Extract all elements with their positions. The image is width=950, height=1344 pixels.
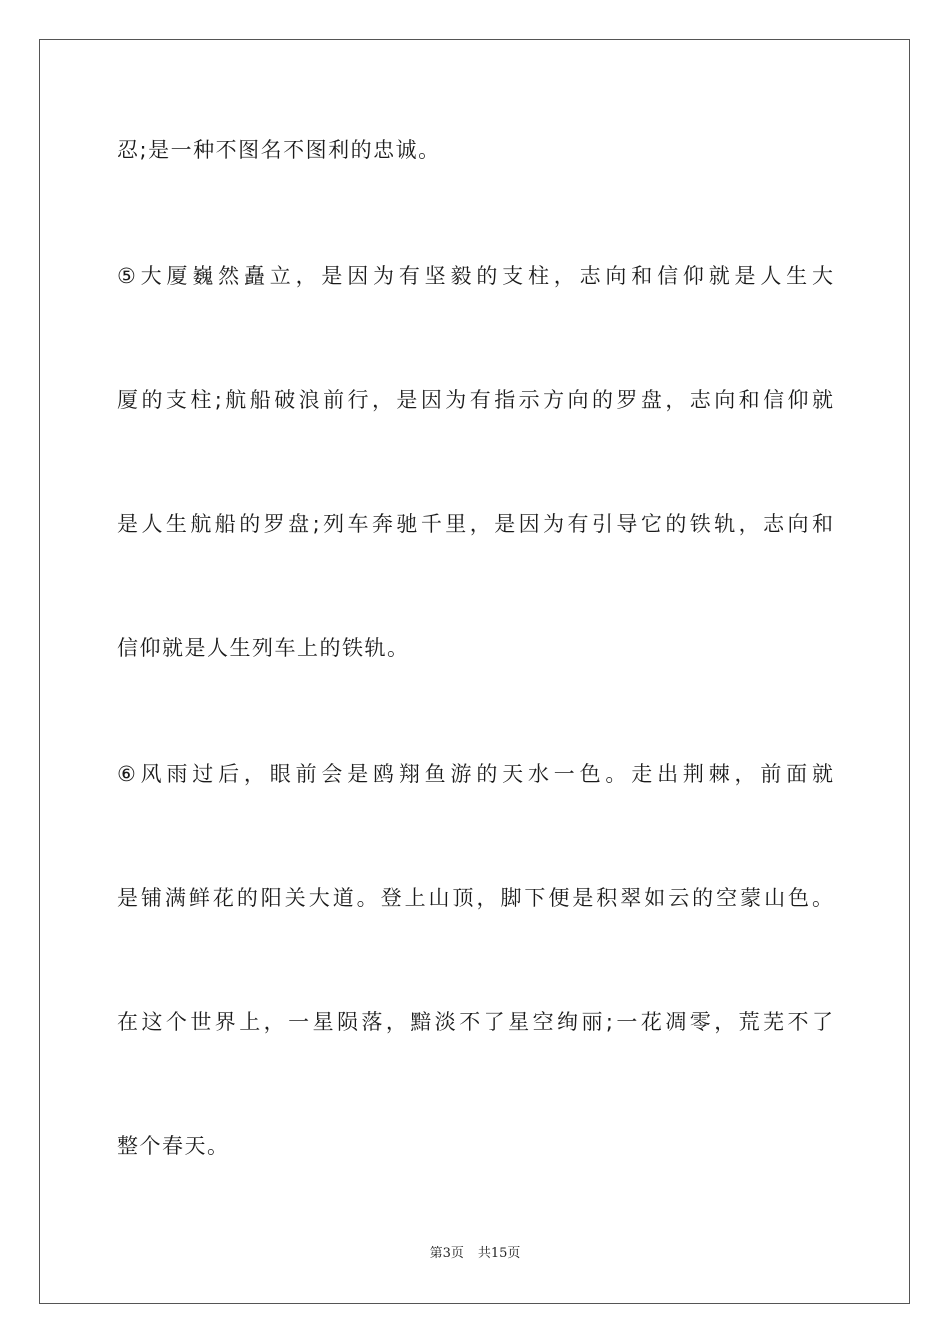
- total-pages: 共15页: [477, 1246, 521, 1261]
- text-line-9: 整个春天。: [117, 1134, 230, 1158]
- page-footer: [0, 1245, 950, 1263]
- text-line-4: 是人生航船的罗盘;列车奔驰千里，是因为有引导它的铁轨，志向和: [117, 512, 833, 536]
- text-line-2: ⑤大厦巍然矗立，是因为有坚毅的支柱，志向和信仰就是人生大: [117, 264, 833, 288]
- text-line-7: 是铺满鲜花的阳关大道。登上山顶，脚下便是积翠如云的空蒙山色。: [117, 886, 833, 910]
- page-border: [39, 39, 910, 1304]
- page-number: 第3页: [429, 1246, 464, 1261]
- text-line-3: 厦的支柱;航船破浪前行，是因为有指示方向的罗盘，志向和信仰就: [117, 388, 833, 412]
- text-line-6: ⑥风雨过后，眼前会是鸥翔鱼游的天水一色。走出荆棘，前面就: [117, 762, 833, 786]
- text-line-5: 信仰就是人生列车上的铁轨。: [117, 636, 410, 660]
- text-line-8: 在这个世界上，一星陨落，黯淡不了星空绚丽;一花凋零，荒芜不了: [117, 1010, 833, 1034]
- text-line-1: 忍;是一种不图名不图利的忠诚。: [117, 138, 441, 162]
